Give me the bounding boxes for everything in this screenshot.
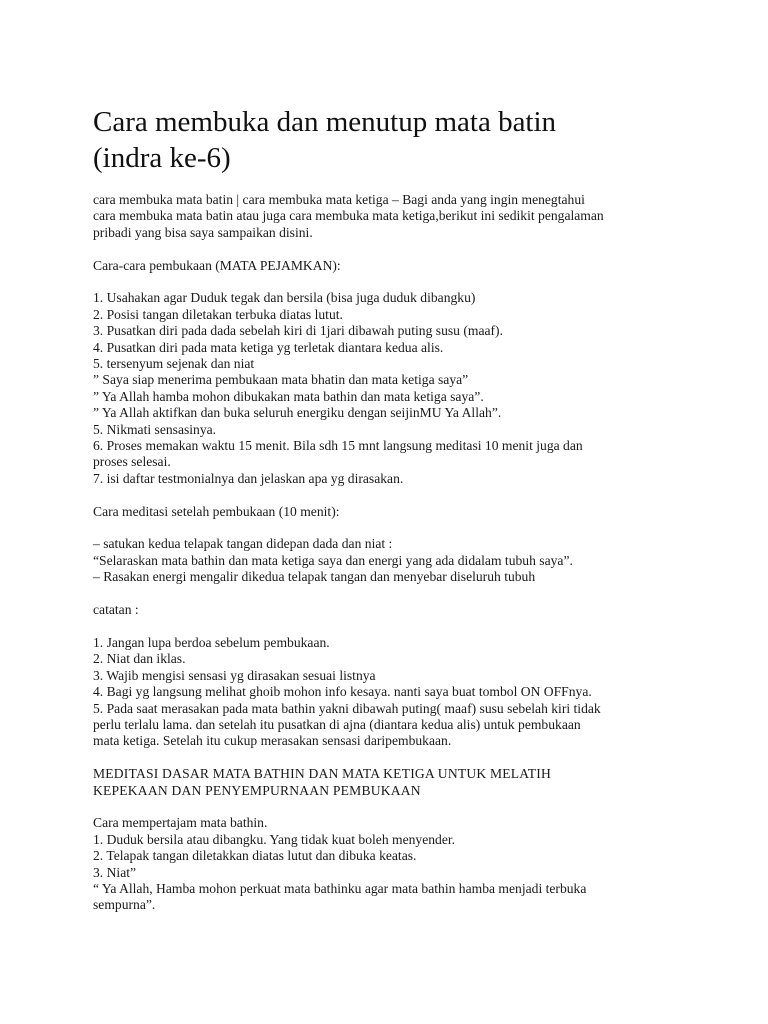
list-item: proses selesai. — [93, 454, 171, 470]
list-item: – satukan kedua telapak tangan didepan dada dan niat : — [93, 536, 393, 552]
page-title — [93, 104, 693, 176]
list-item: 2. Telapak tangan diletakkan diatas lutut dan dibuka keatas. — [93, 848, 417, 864]
list-item: 5. Nikmati sensasinya. — [93, 421, 217, 437]
list-item: 2. Posisi tangan diletakan terbuka diatas lutut. — [93, 306, 343, 322]
list-item: 6. Proses memakan waktu 15 menit. Bila sdh 15 mnt langsung meditasi 10 menit juga dan — [93, 438, 583, 454]
list-item: ” Ya Allah hamba mohon dibukakan mata bathin dan mata ketiga saya”. — [93, 388, 484, 404]
list-item: sempurna”. — [93, 897, 156, 913]
text-line: cara membuka mata batin | cara membuka mata ketiga – Bagi anda yang ingin menegtahui — [93, 192, 585, 207]
intro-paragraph — [93, 192, 693, 241]
list-item: 5. tersenyum sejenak dan niat — [93, 356, 255, 372]
title-line: Cara membuka dan menutup mata batin — [93, 106, 557, 138]
list-item: 1. Usahakan agar Duduk tegak dan bersila (bisa juga duduk dibangku) — [93, 290, 476, 306]
section-heading: MEDITASI DASAR MATA BATHIN DAN MATA KETIGA UNTUK MELATIH — [93, 766, 552, 782]
list-item: 3. Pusatkan diri pada dada sebelah kiri di 1jari dibawah puting susu (maaf). — [93, 323, 503, 339]
section-notes — [93, 602, 693, 750]
list-item: “ Ya Allah, Hamba mohon perkuat mata bathinku agar mata bathin hamba menjadi terbuka — [93, 880, 587, 896]
list-item: mata ketiga. Setelah itu cukup merasakan sensasi daripembukaan. — [93, 733, 452, 749]
list-item: 1. Duduk bersila atau dibangku. Yang tidak kuat boleh menyender. — [93, 831, 456, 847]
section-caps-heading — [93, 766, 693, 799]
list-item: ” Ya Allah aktifkan dan buka seluruh energiku dengan seijinMU Ya Allah”. — [93, 405, 502, 421]
list-item: 4. Bagi yg langsung melihat ghoib mohon info kesaya. nanti saya buat tombol ON OFFnya. — [93, 684, 592, 700]
section-heading: Cara mempertajam mata bathin. — [93, 815, 268, 831]
list-item: 2. Niat dan iklas. — [93, 651, 186, 667]
list-item: 3. Niat” — [93, 864, 137, 880]
title-line: (indra ke-6) — [93, 142, 231, 174]
section-opening-steps — [93, 258, 693, 488]
list-item: 3. Wajib mengisi sensasi yg dirasakan sesuai listnya — [93, 667, 376, 683]
list-item: 7. isi daftar testmonialnya dan jelaskan apa yg dirasakan. — [93, 470, 404, 486]
list-item: “Selaraskan mata bathin dan mata ketiga saya dan energi yang ada didalam tubuh saya”. — [93, 552, 573, 568]
section-heading: KEPEKAAN DAN PENYEMPURNAAN PEMBUKAAN — [93, 782, 421, 798]
list-item: 4. Pusatkan diri pada mata ketiga yg terletak diantara kedua alis. — [93, 339, 444, 355]
list-item: 1. Jangan lupa berdoa sebelum pembukaan. — [93, 634, 330, 650]
section-meditation-after — [93, 504, 693, 586]
section-heading: Cara meditasi setelah pembukaan (10 menit): — [93, 503, 340, 519]
list-item: 5. Pada saat merasakan pada mata bathin yakni dibawah puting( maaf) susu sebelah kiri tidak — [93, 700, 601, 716]
section-heading: Cara-cara pembukaan (MATA PEJAMKAN): — [93, 257, 341, 273]
section-heading: catatan : — [93, 602, 139, 618]
list-item: – Rasakan energi mengalir dikedua telapak tangan dan menyebar diseluruh tubuh — [93, 569, 536, 585]
text-line: pribadi yang bisa saya sampaikan disini. — [93, 224, 313, 240]
section-sharpen — [93, 815, 693, 913]
text-line: cara membuka mata batin atau juga cara membuka mata ketiga,berikut ini sedikit pengalaman — [93, 208, 604, 224]
list-item: perlu terlalu lama. dan setelah itu pusatkan di ajna (diantara kedua alis) untuk pembukaan — [93, 716, 581, 732]
document-page — [93, 104, 693, 914]
list-item: ” Saya siap menerima pembukaan mata bhatin dan mata ketiga saya” — [93, 372, 469, 388]
